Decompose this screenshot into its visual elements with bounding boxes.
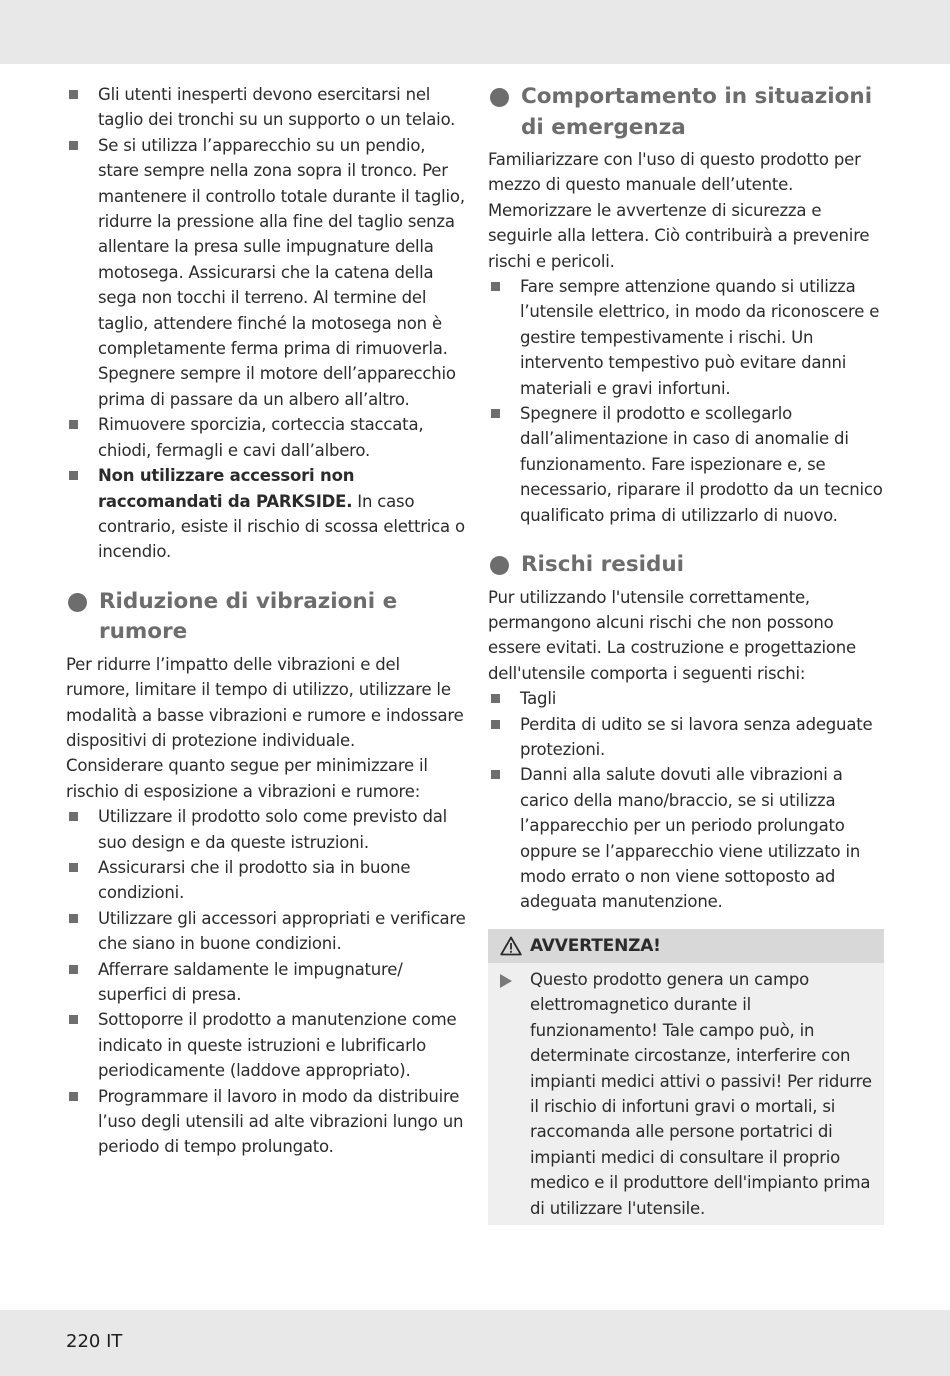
list-item-text: Perdita di udito se si lavora senza adeguate protezioni. [520,714,873,760]
warning-triangle-icon [500,936,522,956]
section-heading-text: Comportamento in situazioni di emergenza [521,84,873,140]
list-item [66,804,466,855]
section-heading-text: Riduzione di vibrazioni e rumore [99,588,398,645]
page-number: 220 IT [66,1331,123,1352]
right-column [488,82,888,1225]
paragraph: Pur utilizzando l'utensile correttamente, permangono alcuni rischi che non possono essere evitati. La costruzione e progettazione dell'utensile comporta i seguenti rischi: [488,587,856,683]
warning-body [488,963,884,1225]
square-bullet-icon [69,141,78,150]
list-item-bold-text: Non utilizzare accessori non raccomandati da PARKSIDE. [98,466,355,511]
list-item [66,1007,466,1083]
square-bullet-icon [69,420,78,429]
list-item [488,712,888,763]
list-item [66,1084,466,1160]
paragraph: Familiarizzare con l'uso di questo prodotto per mezzo di questo manuale dell’utente. Memorizzare le avvertenze di sicurezza e seguirle alla lettera. Ciò contribuirà a prevenire rischi e pericoli. [488,150,870,271]
square-bullet-icon [69,1015,78,1024]
section-heading-emergency [488,82,888,143]
square-bullet-icon [491,409,500,418]
list-item-text: In caso contrario, esiste il rischio di scossa elettrica o incendio. [98,491,465,562]
list-item-text: Gli utenti inesperti devono esercitarsi nel taglio dei tronchi su un supporto o un telaio. [98,85,456,130]
list-item-text: Utilizzare gli accessori appropriati e verificare che siano in buone condizioni. [98,908,466,954]
left-column [66,82,466,1160]
square-bullet-icon [69,471,78,480]
list-item-text: Fare sempre attenzione quando si utilizza l’utensile elettrico, in modo da riconoscere e gestire tempestivamente i rischi. Un intervento tempestivo può evitare danni materiali e gravi infortuni. [520,277,880,398]
arrow-right-icon [500,974,512,988]
circle-bullet-icon [68,593,87,612]
list-item [488,686,888,711]
square-bullet-icon [491,720,500,729]
warning-title: AVVERTENZA! [530,935,661,956]
square-bullet-icon [491,282,500,291]
bullet-list-residual-risks [488,686,888,915]
square-bullet-icon [69,863,78,872]
list-item [66,855,466,906]
list-item-text: Programmare il lavoro in modo da distribuire l’uso degli utensili ad alte vibrazioni lungo un periodo di tempo prolungato. [98,1086,464,1157]
list-item-text: Assicurarsi che il prodotto sia in buone condizioni. [98,857,411,903]
list-item [488,274,888,401]
list-item-text: Se si utilizza l’apparecchio su un pendio, stare sempre nella zona sopra il tronco. Per mantenere il controllo totale durante il taglio, ridurre la pressione alla fine del taglio senza allentare la presa sulle impugnature della motosega. Assicurarsi che la catena della sega non tocchi il terreno. Al termine del taglio, attendere finché la motosega non è completamente ferma prima di rimuoverla. Spegnere sempre il motore dell’apparecchio prima di passare da un albero all’altro. [98,135,465,409]
circle-bullet-icon [490,556,509,575]
list-item [488,401,888,528]
list-item [66,82,466,133]
footer-band [0,1310,950,1376]
warning-text: Questo prodotto genera un campo elettromagnetico durante il funzionamento! Tale campo può, in determinate circostanze, interferire con impianti medici attivi o passivi! Per ridurre il rischio di infortuni gravi o mortali, si raccomanda alle persone portatrici di impianti medici di consultare il proprio medico e il produttore dell'impianto prima di utilizzare l'utensile. [530,969,872,1218]
list-item-text: Afferrare saldamente le impugnature/ superfici di presa. [98,959,403,1004]
section-heading-residual-risks [488,550,888,581]
section-heading-vibration [66,587,466,648]
paragraph: Per ridurre l’impatto delle vibrazioni e del rumore, limitare il tempo di utilizzo, utilizzare le modalità a basse vibrazioni e rumore e indossare dispositivi di protezione individuale. [66,654,464,750]
section-heading-text: Rischi residui [521,552,685,578]
square-bullet-icon [69,1092,78,1101]
list-item [66,463,466,565]
square-bullet-icon [69,965,78,974]
bullet-list-emergency [488,274,888,528]
list-item-text: Danni alla salute dovuti alle vibrazioni a carico della mano/braccio, se si utilizza l’apparecchio per un periodo prolungato oppure se l’apparecchio viene utilizzato in modo errato o non viene sottoposto ad adeguata manutenzione. [520,765,861,912]
list-item [488,762,888,914]
list-item [66,906,466,957]
list-item [66,957,466,1008]
list-item-text: Tagli [520,689,557,709]
bullet-list-vibration [66,804,466,1160]
square-bullet-icon [491,770,500,779]
list-item [66,412,466,463]
bullet-list-top [66,82,466,565]
header-band [0,0,950,64]
square-bullet-icon [69,812,78,821]
square-bullet-icon [491,694,500,703]
square-bullet-icon [69,914,78,923]
list-item-text: Sottoporre il prodotto a manutenzione come indicato in queste istruzioni e lubrificarlo periodicamente (laddove appropriato). [98,1010,457,1081]
square-bullet-icon [69,90,78,99]
list-item-text: Spegnere il prodotto e scollegarlo dall’alimentazione in caso di anomalie di funzionamento. Fare ispezionare e, se necessario, riparare il prodotto da un tecnico qualificato prima di utilizzarlo di nuovo. [520,404,883,525]
list-item-text: Utilizzare il prodotto solo come previsto dal suo design e da queste istruzioni. [98,807,448,852]
list-item [66,133,466,412]
paragraph: Considerare quanto segue per minimizzare il rischio di esposizione a vibrazioni e rumore: [66,756,428,801]
circle-bullet-icon [490,88,509,107]
list-item-text: Rimuovere sporcizia, corteccia staccata, chiodi, fermagli e cavi dall’albero. [98,415,424,460]
warning-box [488,929,884,1225]
warning-header [488,929,884,963]
